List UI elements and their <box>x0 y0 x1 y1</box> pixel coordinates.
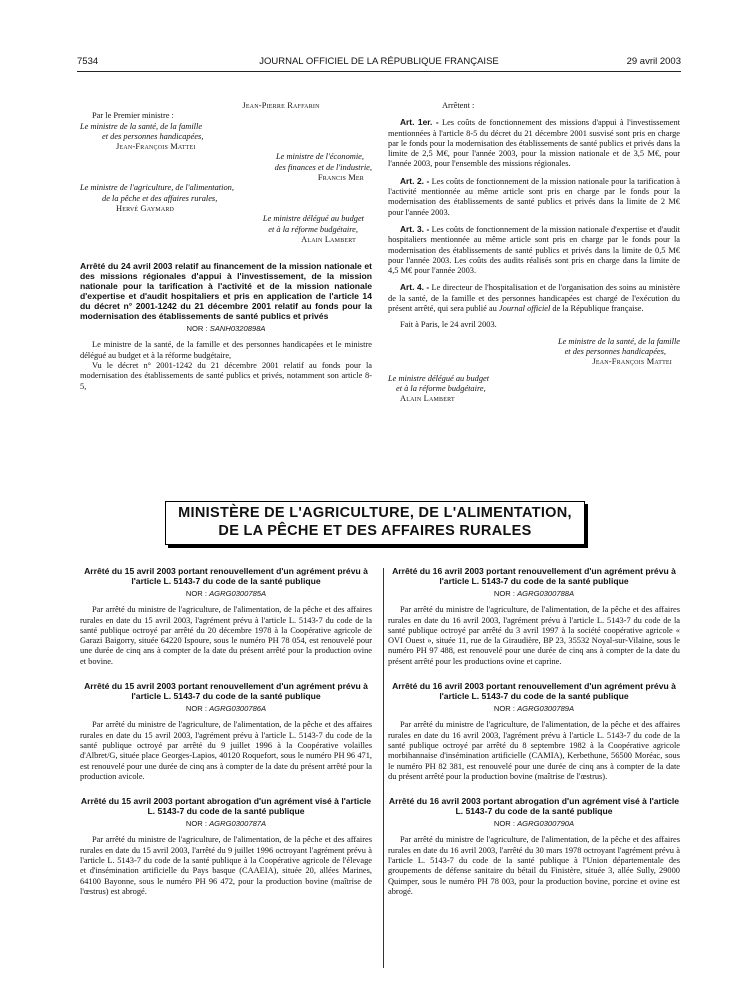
upper-right-column <box>388 101 680 404</box>
par-le-premier-ministre: Par le Premier ministre : <box>92 111 174 121</box>
arrete-24-budget-signature: Le ministre délégué au budget et à la réforme budgétaire, Alain Lambert <box>388 373 490 404</box>
arrete-block <box>388 566 680 667</box>
arrete-title: Arrêté du 16 avril 2003 portant abrogation d'un agrément visé à l'article L. 5143-7 du code de la santé publique <box>388 796 680 817</box>
fait-a-paris: Fait à Paris, le 24 avril 2003. <box>400 320 497 330</box>
article-3: Art. 3. - Les coûts de fonctionnement de la mission nationale d'expertise et d'audit hospitaliers mentionnée au même article sont pris en charge par le fonds pour la modernisation des établissements de santé publics et privés dans la limite de 0,5 M€ pour l'année 2003. Les coûts des audits réalisés sont pris en charge dans la limite de 4,5 M€ pour l'année 2003. <box>388 223 680 276</box>
arrete-block <box>80 566 372 667</box>
minister-sante-signature: Le ministre de la santé, de la famille et des personnes handicapées, Jean-François Mattei <box>80 121 204 152</box>
arrete-nor: NOR : AGRG0300790A <box>493 819 575 829</box>
minister-economie-signature: Le ministre de l'économie, des finances et de l'industrie, Francis Mer <box>274 152 372 183</box>
ministry-banner: MINISTÈRE DE L'AGRICULTURE, DE L'ALIMENTATION, DE LA PÊCHE ET DES AFFAIRES RURALES <box>165 501 585 545</box>
upper-left-column <box>80 101 372 392</box>
issue-date: 29 avril 2003 <box>626 56 681 67</box>
arrete-title: Arrêté du 15 avril 2003 portant renouvellement d'un agrément prévu à l'article L. 5143-7 du code de la santé publique <box>84 681 368 702</box>
page-number: 7534 <box>77 56 99 67</box>
arrete-24-intro: Le ministre de la santé, de la famille et des personnes handicapées et le ministre délégué au budget et à la réforme budgétaire, <box>80 340 372 360</box>
arrete-body: Par arrêté du ministre de l'agriculture, de l'alimentation, de la pêche et des affaires rurales en date du 16 avril 2003, l'agrément prévu à l'article L. 5143-7 du code de la santé publique octroyé par arrêté du 3 avril 1997 à la société coopérative agricole « OVI Ouest », située 11, rue de la Giraudière, BP 23, 35532 Noyal-sur-Vilaine, sous le numéro PH 97 488, est renouvelé pour une durée de cinq ans à compter de la date du présent arrêté pour les productions ovine et caprine. <box>388 605 680 666</box>
article-1: Art. 1er. - Les coûts de fonctionnement des missions d'appui à l'investissement mentionnées à l'article 8-5 du décret du 21 décembre 2001 susvisé sont pris en charge par le fonds pour la modernisation des établissements de santé publics et privés dans la limite de 2,5 M€, pour l'année 2003, pour la mission nationale et de 3,5 M€, pour l'année 2003, pour l'ensemble des missions régionales. <box>388 117 681 169</box>
arrete-nor: NOR : AGRG0300786A <box>185 704 267 714</box>
header-rule <box>77 71 681 72</box>
arrete-nor: NOR : AGRG0300788A <box>493 589 575 598</box>
column-separator <box>383 568 384 968</box>
arrete-title: Arrêté du 15 avril 2003 portant abrogation d'un agrément visé à l'article L. 5143-7 du code de la santé publique <box>80 796 372 817</box>
journal-title: JOURNAL OFFICIEL DE LA RÉPUBLIQUE FRANÇAISE <box>259 56 499 67</box>
lower-right-column <box>388 566 680 911</box>
arrete-24-visa: Vu le décret n° 2001-1242 du 21 décembre 2001 relatif au fonds pour la modernisation des établissements de santé publics et privés, notamment son article 8-5, <box>80 361 372 391</box>
arrete-body: Par arrêté du ministre de l'agriculture, de l'alimentation, de la pêche et des affaires rurales en date du 15 avril 2003, l'agrément prévu à l'article L. 5143-7 du code de la santé publique octroyé par arrêté du 9 juillet 1996 à la Coopérative volailles d'Albret/G, située place Georges-Lapios, 40120 Roquefort, sous le numéro PH 96 471, est renouvelé pour une durée de cinq ans à compter de la date du présent arrêté pour la production avicole. <box>80 720 372 781</box>
pm-signature: Jean-Pierre Raffarin <box>242 101 320 110</box>
minister-agriculture-signature: Le ministre de l'agriculture, de l'alimentation, de la pêche et des affaires rurales, Hervé Gaymard <box>80 183 234 213</box>
arrete-block <box>388 796 680 897</box>
arrete-title: Arrêté du 15 avril 2003 portant renouvellement d'un agrément prévu à l'article L. 5143-7 du code de la santé publique <box>84 566 368 586</box>
arrete-title: Arrêté du 16 avril 2003 portant renouvellement d'un agrément prévu à l'article L. 5143-7 du code de la santé publique <box>392 681 676 702</box>
minister-budget-signature: Le ministre délégué au budget et à la réforme budgétaire, Alain Lambert <box>262 214 364 244</box>
arretent: Arrêtent : <box>442 101 475 110</box>
arrete-body: Par arrêté du ministre de l'agriculture, de l'alimentation, de la pêche et des affaires rurales en date du 15 avril 2003, l'arrêté du 9 juillet 1996 octroyant l'agrément prévu à l'article L. 5143-7 du code de la santé publique à la Coopérative agricole de l'élevage et d'insémination artificielle du Pays basque (CAAEIA), située 20, allées Marines, 64100 Bayonne, sous le numéro PH 96 472, pour la production bovine (maîtrise de l'œstrus) est abrogé. <box>80 835 372 896</box>
arrete-nor: NOR : AGRG0300785A <box>185 589 267 598</box>
article-2: Art. 2. - Les coûts de fonctionnement de la mission nationale pour la tarification à l'activité mentionnée au même article sont pris en charge par le fonds pour la modernisation des établissements de santé publics et privés dans la limite de 2 M€ pour l'année 2003. <box>388 175 680 217</box>
arrete-title: Arrêté du 16 avril 2003 portant renouvellement d'un agrément prévu à l'article L. 5143-7 du code de la santé publique <box>392 566 676 586</box>
arrete-body: Par arrêté du ministre de l'agriculture, de l'alimentation, de la pêche et des affaires rurales en date du 15 avril 2003, l'agrément prévu à l'article L. 5143-7 du code de la santé publique octroyé par arrêté du 20 décembre 1978 à la Coopérative agricole de Garazi Baigorry, située 64220 Ispoure, sous le numéro PH 78 054, est renouvelé pour une durée de cinq ans à compter de la date du présent arrêté pour la production ovine et bovine. <box>80 605 372 666</box>
arrete-body: Par arrêté du ministre de l'agriculture, de l'alimentation, de la pêche et des affaires rurales en date du 16 avril 2003, l'agrément prévu à l'article L. 5143-7 du code de la santé publique octroyé par arrêté du 8 septembre 1982 à la Coopérative agricole morbihannaise d'insémination artificielle (CAMIA), Kerbethune, 56500 Moréac, sous le numéro PH 82 381, est renouvelé pour une durée de cinq ans à compter de la date du présent arrêté pour la production bovine (maîtrise de l'œstrus). <box>388 720 680 781</box>
arrete-24-nor: NOR : SANH0320898A <box>186 324 266 334</box>
arrete-block <box>80 796 372 897</box>
arrete-block <box>388 681 680 782</box>
arrete-body: Par arrêté du ministre de l'agriculture, de l'alimentation, de la pêche et des affaires rurales en date du 16 avril 2003, l'arrêté du 30 mars 1978 octroyant l'agrément prévu à l'article L. 5143-7 du code de la santé publique à l'Union départementale des groupements de défense sanitaire du bétail du Finistère, située 3, allée Sully, 29000 Quimper, sous le numéro PH 78 003, pour la production bovine, porcine et ovine est abrogé. <box>388 835 680 896</box>
lower-left-column <box>80 566 372 911</box>
arrete-24-sante-signature: Le ministre de la santé, de la famille et des personnes handicapées, Jean-François Mattei <box>557 336 680 367</box>
arrete-24-title: Arrêté du 24 avril 2003 relatif au financement de la mission nationale et des missions régionales d'appui à l'investissement, de la mission nationale pour la tarification à l'activité et de la mission nationale d'expertise et d'audit hospitaliers et pris en application de l'article 14 du décret n° 2001-1242 du 21 décembre 2001 relatif au fonds pour la modernisation des établissements de santé publics et privés <box>80 261 372 322</box>
arrete-nor: NOR : AGRG0300787A <box>185 819 267 829</box>
arrete-nor: NOR : AGRG0300789A <box>493 704 575 714</box>
article-4: Art. 4. - Le directeur de l'hospitalisation et de l'organisation des soins au ministère de la santé, de la famille et des personnes handicapées est chargé de l'exécution du présent arrêté, qui sera publié au Journal officiel de la République française. <box>388 282 680 314</box>
page-header <box>77 56 681 70</box>
arrete-block <box>80 681 372 782</box>
